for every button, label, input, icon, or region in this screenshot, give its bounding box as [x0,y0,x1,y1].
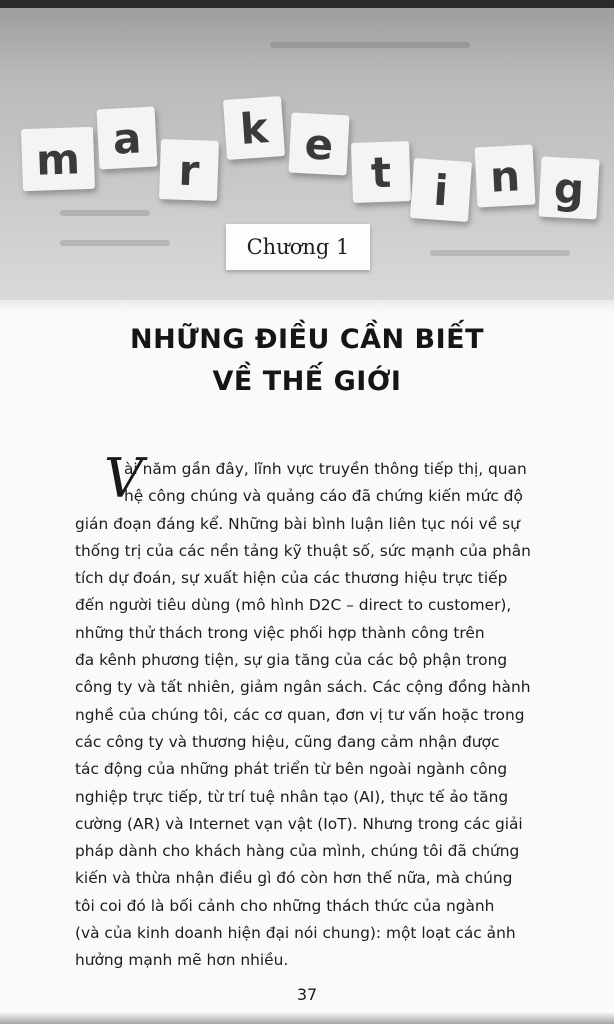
body-line: những thử thách trong việc phối hợp thành công trên [75,623,485,642]
body-line: hệ công chúng và quảng cáo đã chứng kiến mức độ [124,487,523,506]
body-line: cường (AR) và Internet vạn vật (IoT). Nhưng trong các giải [75,814,523,833]
background-text-smudge [270,42,470,48]
body-line: tích dự đoán, sự xuất hiện của các thương hiệu trực tiếp [75,569,508,588]
background-text-smudge [60,240,170,246]
letter-tile: a [96,107,157,170]
body-line: tác động của những phát triển từ bên ngoài ngành công [75,760,508,779]
image-edge-shadow [0,300,614,314]
body-line: nghề của chúng tôi, các cơ quan, đơn vị tư vấn hoặc trong [75,705,525,724]
chapter-title-line-2: VỀ THẾ GIỚI [212,366,402,397]
body-line: hưởng mạnh mẽ hơn nhiều. [75,951,289,970]
chapter-title-line-1: NHỮNG ĐIỀU CẦN BIẾT [129,324,485,355]
body-line: nghiệp trực tiếp, từ trí tuệ nhân tạo (AI), thực tế ảo tăng [75,787,509,806]
body-line: pháp dành cho khách hàng của mình, chúng tôi đã chứng [75,842,520,861]
body-line: đến người tiêu dùng (mô hình D2C – direct to customer), [75,596,512,615]
letter-tile: i [410,158,472,222]
background-text-smudge [430,250,570,256]
drop-cap: V [104,447,143,510]
letter-tile: t [351,141,411,203]
body-paragraph [75,456,561,975]
letter-tile: g [538,157,599,220]
body-line: thống trị của các nền tảng kỹ thuật số, sức mạnh của phân [75,541,531,560]
body-line: đa kênh phương tiện, sự gia tăng của các bộ phận trong [75,651,508,670]
letter-tile: n [474,145,535,208]
page-bottom-shadow [0,1012,614,1024]
body-line: công ty và tất nhiên, giảm ngân sách. Các cộng đồng hành [75,678,531,697]
letter-tile: r [159,139,219,201]
header-image [0,0,614,300]
letter-tile: m [21,127,95,191]
body-line: ài năm gần đây, lĩnh vực truyền thông tiếp thị, quan [124,460,527,478]
letter-tile: e [288,113,349,176]
chapter-label: Chương 1 [226,224,370,270]
body-line: tôi coi đó là bối cảnh cho những thách thức của ngành [75,896,495,915]
background-text-smudge [60,210,150,216]
body-line: kiến và thừa nhận điều gì đó còn hơn thế nữa, mà chúng [75,869,513,888]
letter-tile: k [223,96,285,160]
body-line: gián đoạn đáng kể. Những bài bình luận liên tục nói về sự [75,514,520,533]
top-edge [0,0,614,8]
body-line: (và của kinh doanh hiện đại nói chung): một loạt các ảnh [75,924,516,943]
body-line: các công ty và thương hiệu, cũng đang cảm nhận được [75,732,500,751]
page-number: 37 [296,985,318,1004]
